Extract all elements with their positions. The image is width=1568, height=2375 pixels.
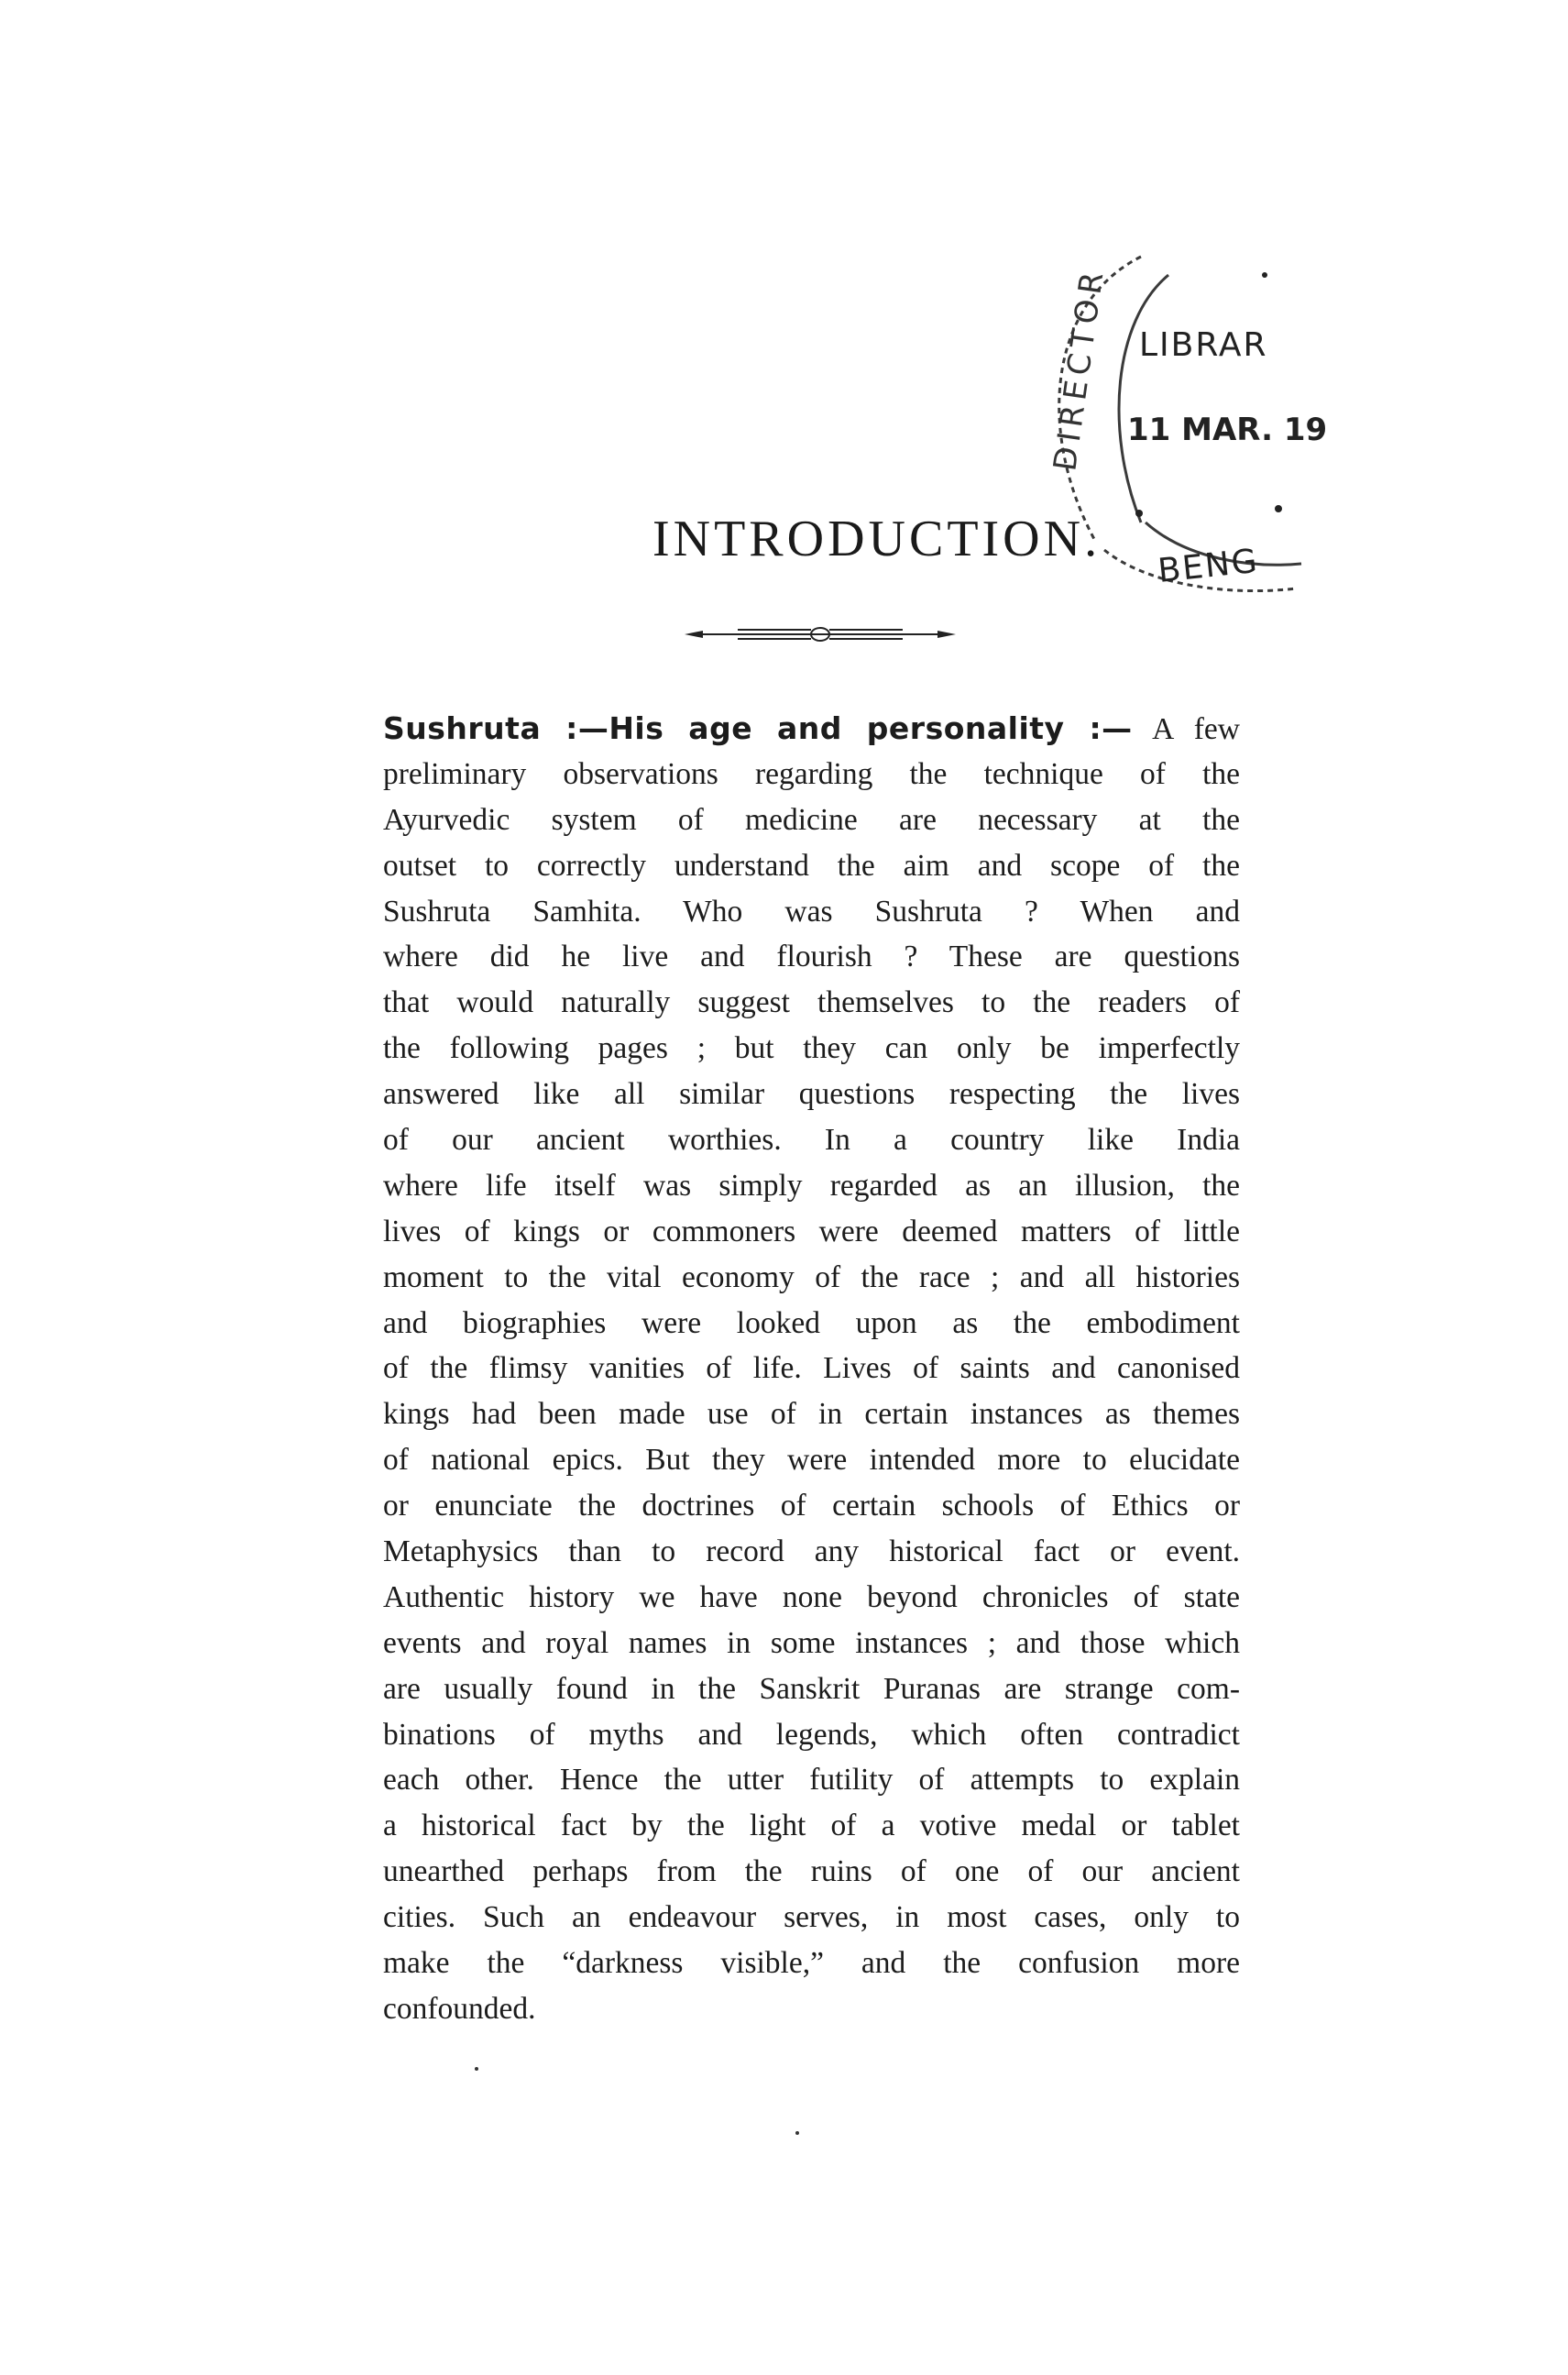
paragraph-line-text: A few [1152,712,1240,746]
paragraph-line: of national epics. But they were intended more to elucidate [383,1443,1240,1478]
stamp-line-3: BENG [1156,542,1261,590]
ornamental-rule [683,623,958,645]
section-run-heading: Sushruta :—His age and personality :— [383,710,1133,746]
paragraph-line: lives of kings or commoners were deemed matters of little [383,1214,1240,1248]
print-speck [475,2067,478,2071]
stamp-arc-text: DIRECTOR [1047,264,1113,474]
paragraph-line: Authentic history we have none beyond chronicles of state [383,1579,1240,1614]
paragraph-line: or enunciate the doctrines of certain schools of Ethics or [383,1489,1240,1523]
paragraph-line: kings had been made use of in certain instances as themes [383,1397,1240,1432]
paragraph-line: a historical fact by the light of a votive medal or tablet [383,1809,1240,1843]
paragraph-line-final: confounded. [383,1991,536,2026]
paragraph-line: Ayurvedic system of medicine are necessary at the [383,802,1240,837]
paragraph-line: make the “darkness visible,” and the confusion more [383,1946,1240,1981]
paragraph-line: cities. Such an endeavour serves, in most cases, only to [383,1900,1240,1935]
paragraph-line: where life itself was simply regarded as an illusion, the [383,1168,1240,1203]
paragraph-line: and biographies were looked upon as the embodiment [383,1305,1240,1340]
paragraph-line: of our ancient worthies. In a country like India [383,1123,1240,1158]
paragraph-line: answered like all similar questions respecting the lives [383,1077,1240,1112]
paragraph-line-1 [383,706,1240,752]
page-title: INTRODUCTION. [652,511,1102,567]
paragraph-line: preliminary observations regarding the technique of the [383,756,1240,791]
stamp-line-1: LIBRAR [1139,326,1268,364]
paragraph-line: Sushruta Samhita. Who was Sushruta ? When and [383,894,1240,929]
paragraph-line: unearthed perhaps from the ruins of one of our ancient [383,1854,1240,1889]
paragraph-line: each other. Hence the utter futility of attempts to explain [383,1763,1240,1798]
paragraph-line: of the flimsy vanities of life. Lives of saints and canonised [383,1351,1240,1386]
paragraph-line: events and royal names in some instances ; and those which [383,1625,1240,1660]
stamp-line-2: 11 MAR. 19 [1127,412,1328,448]
paragraph-line: the following pages ; but they can only be imperfectly [383,1031,1240,1066]
print-speck [795,2131,799,2135]
paragraph-line: where did he live and flourish ? These are questions [383,940,1240,974]
paragraph-line: that would naturally suggest themselves to the readers of [383,985,1240,1020]
paragraph-line: Metaphysics than to record any historical fact or event. [383,1534,1240,1569]
paragraph-line: outset to correctly understand the aim and scope of the [383,848,1240,883]
paragraph-line: moment to the vital economy of the race ; and all histories [383,1259,1240,1294]
paragraph-line: are usually found in the Sanskrit Puranas are strange com- [383,1671,1240,1706]
paragraph-line: binations of myths and legends, which often contradict [383,1717,1240,1752]
introduction-paragraph [383,706,1240,2032]
